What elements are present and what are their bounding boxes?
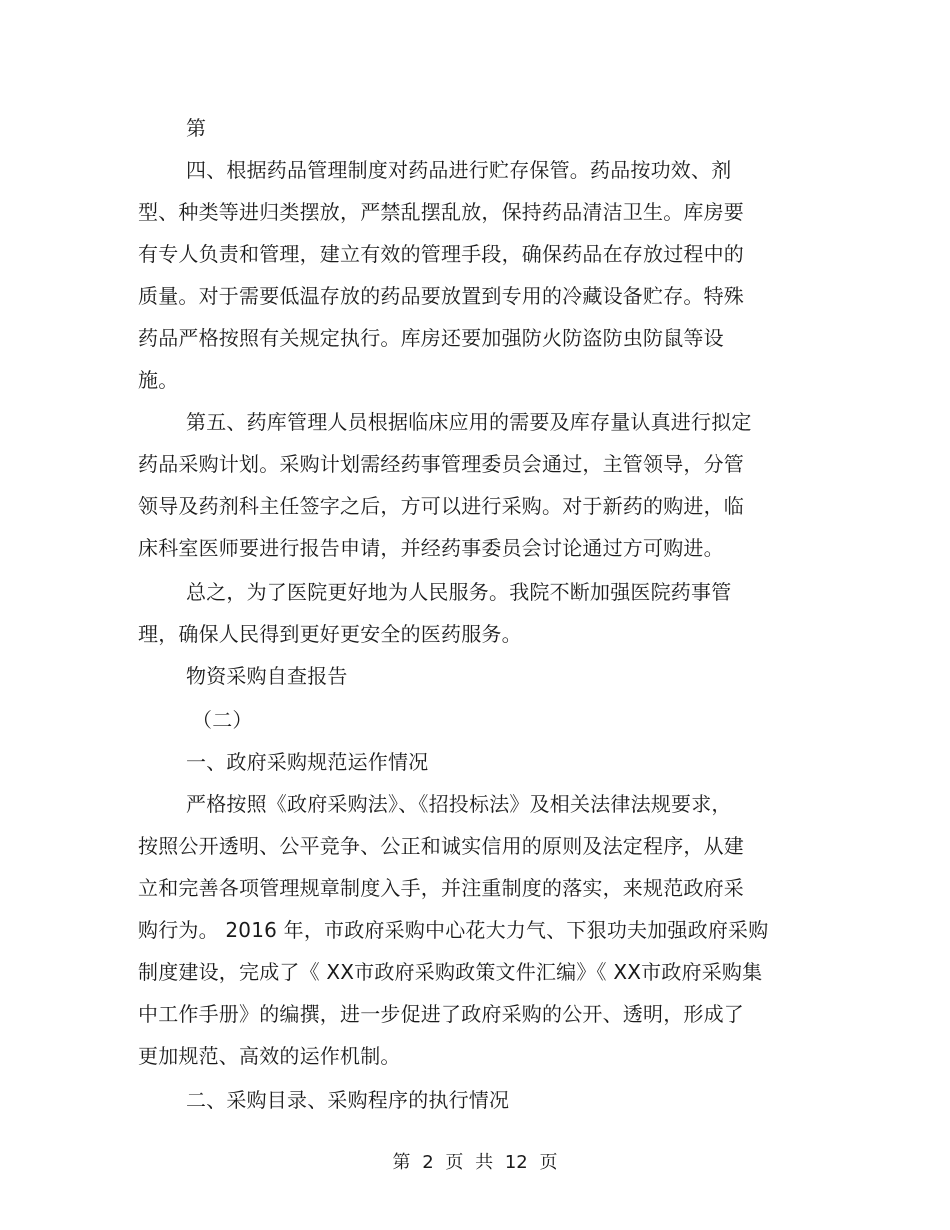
paragraph-line: 理，确保人民得到更好更安全的医药服务。	[138, 622, 522, 646]
paragraph-line: 严格按照《政府采购法》、《招投标法》及相关法律法规要求，	[186, 792, 732, 816]
section-number: （二）	[192, 708, 253, 732]
paragraph-line: 制度建设，完成了《 XX市政府采购政策文件汇编》《 XX市政府采购集	[138, 960, 763, 984]
section-heading: 一、政府采购规范运作情况	[186, 750, 429, 774]
paragraph-line: 药品采购计划。采购计划需经药事管理委员会通过，主管领导，分管	[138, 452, 744, 476]
paragraph-line: 药品严格按照有关规定执行。库房还要加强防火防盗防虫防鼠等设	[138, 326, 724, 350]
paragraph-line: 四、根据药品管理制度对药品进行贮存保管。药品按功效、剂	[186, 158, 732, 182]
paragraph-line: 领导及药剂科主任签字之后，方可以进行采购。对于新药的购进，临	[138, 494, 744, 518]
section-heading: 二、采购目录、采购程序的执行情况	[186, 1088, 510, 1112]
paragraph-line: 有专人负责和管理，建立有效的管理手段，确保药品在存放过程中的	[138, 242, 744, 266]
paragraph-line: 施。	[138, 368, 179, 392]
paragraph-line: 总之，为了医院更好地为人民服务。我院不断加强医院药事管	[186, 580, 732, 604]
paragraph-line: 床科室医师要进行报告申请，并经药事委员会讨论通过方可购进。	[138, 536, 724, 560]
paragraph-line: 第五、药库管理人员根据临床应用的需要及库存量认真进行拟定	[186, 410, 752, 434]
paragraph-line: 更加规范、高效的运作机制。	[138, 1044, 401, 1068]
paragraph-line: 质量。对于需要低温存放的药品要放置到专用的冷藏设备贮存。特殊	[138, 284, 744, 308]
paragraph-line: 立和完善各项管理规章制度入手，并注重制度的落实，来规范政府采	[138, 876, 744, 900]
paragraph-line: 型、种类等进归类摆放，严禁乱摆乱放，保持药品清洁卫生。库房要	[138, 200, 744, 224]
paragraph-line: 中工作手册》的编撰，进一步促进了政府采购的公开、透明，形成了	[138, 1002, 744, 1026]
text-line: 第	[186, 116, 207, 140]
paragraph-line: 购行为。 2016 年，市政府采购中心花大力气、下狠功夫加强政府采购	[138, 918, 769, 942]
section-title: 物资采购自查报告	[186, 664, 348, 688]
page-footer: 第 2 页 共 12 页	[392, 1152, 558, 1173]
paragraph-line: 按照公开透明、公平竞争、公正和诚实信用的原则及法定程序，从建	[138, 834, 744, 858]
